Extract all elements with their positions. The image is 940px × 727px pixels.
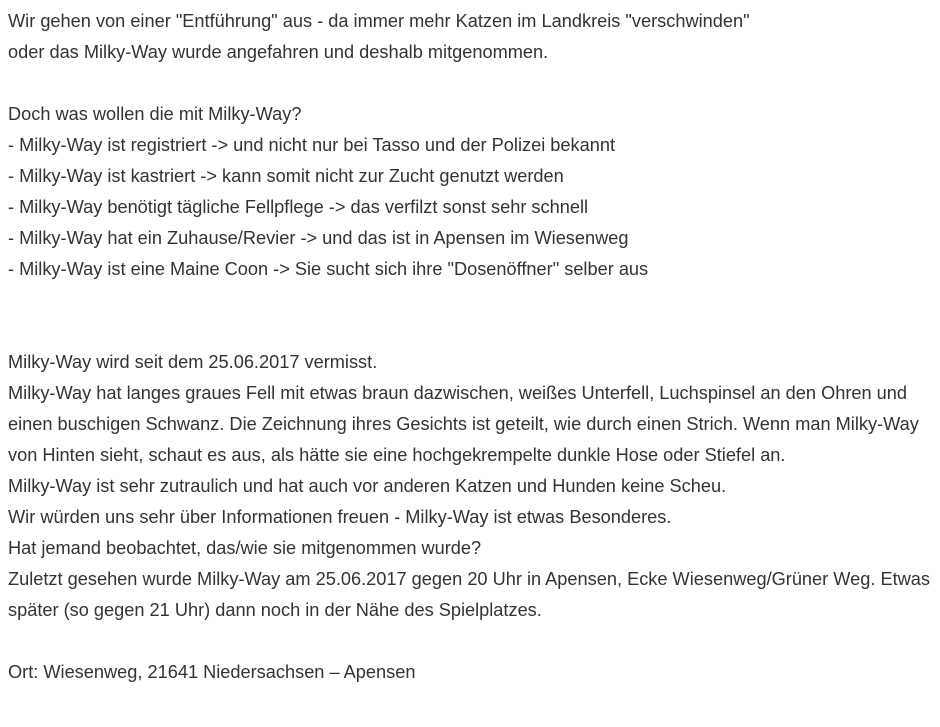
witness-question-text: Hat jemand beobachtet, das/wie sie mitgenommen wurde? [8,538,482,558]
appearance-text: Milky-Way hat langes graues Fell mit etwas braun dazwischen, weißes Unterfell, Luchspinsel an den Ohren und einen buschigen Schwanz. Die Zeichnung ihres Gesichts ist geteilt, wie durch einen Strich. Wenn man Milky-Way von Hinten sieht, schaut es aus, als hätte sie eine hochgekrempelte dunkle Hose oder Stiefel an. [8,383,919,465]
last-seen-text: Zuletzt gesehen wurde Milky-Way am 25.06.2017 gegen 20 Uhr in Apensen, Ecke Wiesenweg/Grüner Weg. Etwas später (so gegen 21 Uhr) dann noch in der Nähe des Spielplatzes. [8,569,930,620]
missing-since-text: Milky-Way wird seit dem 25.06.2017 vermisst. [8,352,378,372]
list-item: - Milky-Way hat ein Zuhause/Revier -> und das ist in Apensen im Wiesenweg [8,228,629,248]
article-body [8,6,938,688]
question-heading: Doch was wollen die mit Milky-Way? [8,104,302,124]
intro-line-1: Wir gehen von einer "Entführung" aus - da immer mehr Katzen im Landkreis "verschwinden" [8,11,750,31]
request-text: Wir würden uns sehr über Informationen freuen - Milky-Way ist etwas Besonderes. [8,507,672,527]
list-item: - Milky-Way benötigt tägliche Fellpflege -> das verfilzt sonst sehr schnell [8,197,589,217]
spacer [8,626,938,657]
location-text: Ort: Wiesenweg, 21641 Niedersachsen – Apensen [8,662,416,682]
spacer [8,68,938,99]
spacer [8,285,938,347]
list-item: - Milky-Way ist eine Maine Coon -> Sie sucht sich ihre "Dosenöffner" selber aus [8,259,649,279]
temperament-text: Milky-Way ist sehr zutraulich und hat auch vor anderen Katzen und Hunden keine Scheu. [8,476,727,496]
list-item: - Milky-Way ist registriert -> und nicht nur bei Tasso und der Polizei bekannt [8,135,616,155]
intro-line-2: oder das Milky-Way wurde angefahren und deshalb mitgenommen. [8,42,549,62]
list-item: - Milky-Way ist kastriert -> kann somit nicht zur Zucht genutzt werden [8,166,564,186]
